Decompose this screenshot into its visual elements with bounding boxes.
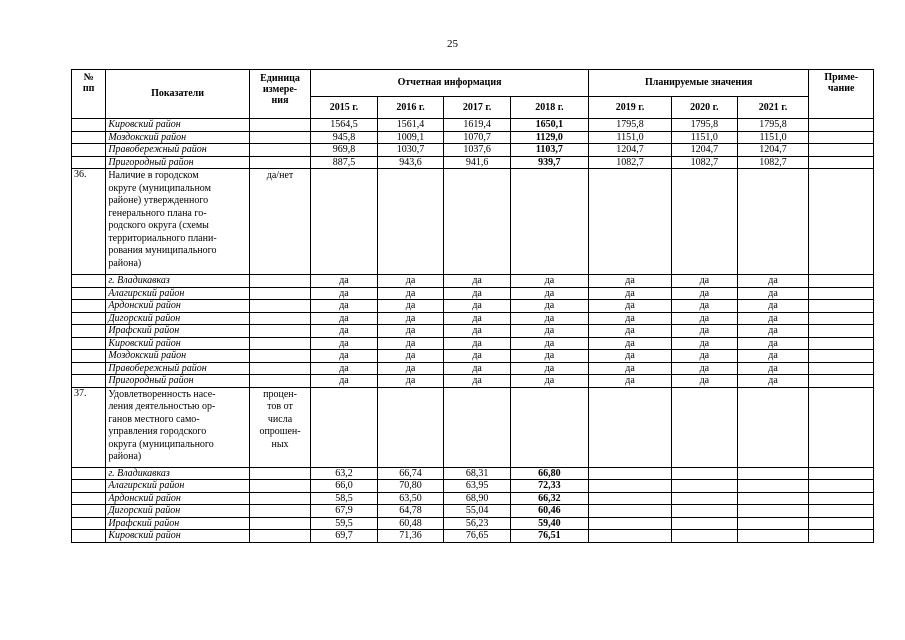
district-name: Правобережный район bbox=[106, 362, 250, 375]
value-cell: 72,33 bbox=[510, 480, 588, 493]
district-name: Моздокский район bbox=[106, 131, 250, 144]
value-cell bbox=[588, 505, 671, 518]
row-number-cell bbox=[72, 312, 106, 325]
note-cell bbox=[809, 325, 874, 338]
table-row bbox=[72, 362, 874, 375]
empty-cell bbox=[672, 387, 738, 467]
value-cell: 943,6 bbox=[377, 156, 444, 169]
table-row bbox=[72, 350, 874, 363]
table-row bbox=[72, 517, 874, 530]
value-cell: 56,23 bbox=[444, 517, 511, 530]
value-cell: 71,36 bbox=[377, 530, 444, 543]
value-cell: да bbox=[672, 312, 738, 325]
note-cell bbox=[809, 156, 874, 169]
note-cell bbox=[809, 530, 874, 543]
value-cell bbox=[737, 492, 809, 505]
value-cell: да bbox=[444, 325, 511, 338]
value-cell: да bbox=[311, 275, 378, 288]
value-cell: да bbox=[737, 375, 809, 388]
value-cell: 67,9 bbox=[311, 505, 378, 518]
district-name: Пригородный район bbox=[106, 375, 250, 388]
value-cell bbox=[588, 492, 671, 505]
value-cell: да bbox=[377, 325, 444, 338]
empty-cell bbox=[510, 169, 588, 275]
note-cell bbox=[809, 467, 874, 480]
value-cell: 941,6 bbox=[444, 156, 511, 169]
table-row bbox=[72, 337, 874, 350]
indicator-unit: да/нет bbox=[249, 169, 310, 275]
unit-cell bbox=[249, 144, 310, 157]
value-cell: 1151,0 bbox=[672, 131, 738, 144]
value-cell: да bbox=[311, 337, 378, 350]
value-cell: 1204,7 bbox=[737, 144, 809, 157]
row-number-cell bbox=[72, 287, 106, 300]
row-number-cell bbox=[72, 350, 106, 363]
value-cell: 76,51 bbox=[510, 530, 588, 543]
value-cell: 70,80 bbox=[377, 480, 444, 493]
value-cell: да bbox=[377, 375, 444, 388]
value-cell: 1030,7 bbox=[377, 144, 444, 157]
value-cell: да bbox=[672, 325, 738, 338]
value-cell: да bbox=[737, 300, 809, 313]
value-cell: да bbox=[672, 287, 738, 300]
unit-cell bbox=[249, 480, 310, 493]
value-cell: 59,40 bbox=[510, 517, 588, 530]
empty-cell bbox=[510, 387, 588, 467]
unit-cell bbox=[249, 350, 310, 363]
value-cell bbox=[672, 530, 738, 543]
indicator-row bbox=[72, 387, 874, 467]
table-row bbox=[72, 131, 874, 144]
value-cell: да bbox=[377, 287, 444, 300]
value-cell: 55,04 bbox=[444, 505, 511, 518]
row-number-cell bbox=[72, 505, 106, 518]
empty-cell bbox=[809, 387, 874, 467]
indicator-description: Удовлетворенность насе- ления деятельностью ор- ганов местного само- управления городского округа (муниципального района) bbox=[106, 387, 250, 467]
empty-cell bbox=[588, 169, 671, 275]
value-cell: 64,78 bbox=[377, 505, 444, 518]
row-number-cell bbox=[72, 131, 106, 144]
table-row bbox=[72, 144, 874, 157]
row-number-cell bbox=[72, 275, 106, 288]
value-cell: 1082,7 bbox=[737, 156, 809, 169]
empty-cell bbox=[737, 387, 809, 467]
note-cell bbox=[809, 375, 874, 388]
value-cell: да bbox=[311, 300, 378, 313]
note-cell bbox=[809, 337, 874, 350]
indicator-row bbox=[72, 169, 874, 275]
district-name: Алагирский район bbox=[106, 480, 250, 493]
value-cell: 63,2 bbox=[311, 467, 378, 480]
note-cell bbox=[809, 517, 874, 530]
district-name: Ардонский район bbox=[106, 300, 250, 313]
value-cell bbox=[737, 517, 809, 530]
value-cell: 1204,7 bbox=[588, 144, 671, 157]
value-cell: да bbox=[588, 300, 671, 313]
value-cell: да bbox=[311, 287, 378, 300]
unit-cell bbox=[249, 131, 310, 144]
value-cell: 1561,4 bbox=[377, 119, 444, 132]
value-cell bbox=[588, 517, 671, 530]
value-cell: да bbox=[444, 275, 511, 288]
unit-cell bbox=[249, 156, 310, 169]
value-cell: 1082,7 bbox=[672, 156, 738, 169]
value-cell: да bbox=[510, 300, 588, 313]
value-cell: 69,7 bbox=[311, 530, 378, 543]
district-name: Дигорский район bbox=[106, 505, 250, 518]
note-cell bbox=[809, 312, 874, 325]
unit-cell bbox=[249, 505, 310, 518]
row-number-cell bbox=[72, 300, 106, 313]
value-cell: 1650,1 bbox=[510, 119, 588, 132]
value-cell bbox=[672, 492, 738, 505]
value-cell: да bbox=[510, 312, 588, 325]
empty-cell bbox=[809, 169, 874, 275]
value-cell: да bbox=[311, 375, 378, 388]
empty-cell bbox=[588, 387, 671, 467]
value-cell: да bbox=[444, 312, 511, 325]
unit-cell bbox=[249, 119, 310, 132]
header-year: 2015 г. bbox=[311, 97, 378, 119]
value-cell: да bbox=[444, 375, 511, 388]
indicators-table bbox=[71, 69, 874, 543]
value-cell: да bbox=[311, 325, 378, 338]
value-cell: 68,90 bbox=[444, 492, 511, 505]
row-number-cell bbox=[72, 144, 106, 157]
value-cell bbox=[737, 530, 809, 543]
table-row bbox=[72, 275, 874, 288]
value-cell: 1564,5 bbox=[311, 119, 378, 132]
empty-cell bbox=[444, 169, 511, 275]
value-cell bbox=[588, 467, 671, 480]
value-cell: 1103,7 bbox=[510, 144, 588, 157]
value-cell: 76,65 bbox=[444, 530, 511, 543]
header-year: 2018 г. bbox=[510, 97, 588, 119]
district-name: Пригородный район bbox=[106, 156, 250, 169]
row-number-cell bbox=[72, 325, 106, 338]
header-reported: Отчетная информация bbox=[311, 70, 589, 97]
note-cell bbox=[809, 350, 874, 363]
value-cell: 1151,0 bbox=[737, 131, 809, 144]
district-name: Кировский район bbox=[106, 337, 250, 350]
value-cell: 60,48 bbox=[377, 517, 444, 530]
row-number-cell bbox=[72, 492, 106, 505]
row-number-cell bbox=[72, 337, 106, 350]
row-number-cell bbox=[72, 362, 106, 375]
table-row bbox=[72, 492, 874, 505]
value-cell: да bbox=[444, 300, 511, 313]
value-cell: да bbox=[510, 375, 588, 388]
value-cell: 945,8 bbox=[311, 131, 378, 144]
row-number-cell bbox=[72, 375, 106, 388]
header-no: № пп bbox=[72, 70, 106, 119]
unit-cell bbox=[249, 312, 310, 325]
note-cell bbox=[809, 362, 874, 375]
unit-cell bbox=[249, 287, 310, 300]
value-cell: да bbox=[588, 312, 671, 325]
unit-cell bbox=[249, 325, 310, 338]
district-name: Кировский район bbox=[106, 530, 250, 543]
row-number-cell bbox=[72, 517, 106, 530]
value-cell: 969,8 bbox=[311, 144, 378, 157]
unit-cell bbox=[249, 467, 310, 480]
unit-cell bbox=[249, 530, 310, 543]
indicator-number: 37. bbox=[72, 387, 106, 467]
note-cell bbox=[809, 275, 874, 288]
value-cell bbox=[672, 517, 738, 530]
value-cell: 63,50 bbox=[377, 492, 444, 505]
empty-cell bbox=[737, 169, 809, 275]
value-cell: 939,7 bbox=[510, 156, 588, 169]
value-cell: да bbox=[377, 275, 444, 288]
district-name: Алагирский район bbox=[106, 287, 250, 300]
value-cell: да bbox=[737, 325, 809, 338]
header-year: 2020 г. bbox=[672, 97, 738, 119]
value-cell: 1619,4 bbox=[444, 119, 511, 132]
district-name: г. Владикавказ bbox=[106, 467, 250, 480]
value-cell: да bbox=[377, 362, 444, 375]
value-cell: 63,95 bbox=[444, 480, 511, 493]
value-cell: 887,5 bbox=[311, 156, 378, 169]
table-row bbox=[72, 467, 874, 480]
value-cell: да bbox=[737, 275, 809, 288]
page-number: 25 bbox=[447, 38, 458, 50]
district-name: Дигорский район bbox=[106, 312, 250, 325]
district-name: Ирафский район bbox=[106, 325, 250, 338]
value-cell: да bbox=[510, 337, 588, 350]
unit-cell bbox=[249, 362, 310, 375]
value-cell: 1795,8 bbox=[737, 119, 809, 132]
empty-cell bbox=[377, 387, 444, 467]
value-cell bbox=[672, 480, 738, 493]
value-cell: 66,74 bbox=[377, 467, 444, 480]
value-cell: да bbox=[672, 375, 738, 388]
indicator-description: Наличие в городском округе (муниципальном районе) утвержденного генерального плана го- родского округа (схемы территориального плани- рования муниципального района) bbox=[106, 169, 250, 275]
value-cell: да bbox=[672, 337, 738, 350]
value-cell: да bbox=[311, 362, 378, 375]
table-row bbox=[72, 325, 874, 338]
table-row bbox=[72, 287, 874, 300]
value-cell: 1037,6 bbox=[444, 144, 511, 157]
value-cell: да bbox=[588, 275, 671, 288]
note-cell bbox=[809, 287, 874, 300]
district-name: Кировский район bbox=[106, 119, 250, 132]
value-cell: 1129,0 bbox=[510, 131, 588, 144]
note-cell bbox=[809, 131, 874, 144]
district-name: Ардонский район bbox=[106, 492, 250, 505]
value-cell: 66,80 bbox=[510, 467, 588, 480]
header-unit: Единица измере- ния bbox=[249, 70, 310, 119]
table-row bbox=[72, 530, 874, 543]
value-cell: да bbox=[444, 287, 511, 300]
value-cell: да bbox=[510, 362, 588, 375]
row-number-cell bbox=[72, 530, 106, 543]
table-row bbox=[72, 375, 874, 388]
value-cell: да bbox=[737, 312, 809, 325]
unit-cell bbox=[249, 492, 310, 505]
value-cell: да bbox=[672, 275, 738, 288]
header-year: 2019 г. bbox=[588, 97, 671, 119]
value-cell: да bbox=[672, 350, 738, 363]
value-cell: 58,5 bbox=[311, 492, 378, 505]
row-number-cell bbox=[72, 156, 106, 169]
table-row bbox=[72, 156, 874, 169]
value-cell bbox=[737, 505, 809, 518]
empty-cell bbox=[672, 169, 738, 275]
value-cell: да bbox=[377, 300, 444, 313]
value-cell: да bbox=[444, 337, 511, 350]
value-cell: 68,31 bbox=[444, 467, 511, 480]
indicator-number: 36. bbox=[72, 169, 106, 275]
row-number-cell bbox=[72, 467, 106, 480]
value-cell: да bbox=[588, 287, 671, 300]
note-cell bbox=[809, 144, 874, 157]
table-row bbox=[72, 312, 874, 325]
value-cell: да bbox=[377, 337, 444, 350]
value-cell: да bbox=[737, 362, 809, 375]
value-cell: да bbox=[737, 350, 809, 363]
header-year: 2016 г. bbox=[377, 97, 444, 119]
value-cell: да bbox=[588, 350, 671, 363]
value-cell: 1151,0 bbox=[588, 131, 671, 144]
district-name: Правобережный район bbox=[106, 144, 250, 157]
value-cell: да bbox=[510, 275, 588, 288]
header-indicators: Показатели bbox=[106, 70, 250, 119]
table-row bbox=[72, 300, 874, 313]
value-cell: да bbox=[311, 350, 378, 363]
value-cell: 1009,1 bbox=[377, 131, 444, 144]
value-cell: да bbox=[311, 312, 378, 325]
value-cell bbox=[672, 505, 738, 518]
value-cell: 60,46 bbox=[510, 505, 588, 518]
value-cell bbox=[588, 480, 671, 493]
value-cell: да bbox=[588, 362, 671, 375]
note-cell bbox=[809, 300, 874, 313]
value-cell: да bbox=[737, 337, 809, 350]
value-cell: да bbox=[444, 362, 511, 375]
value-cell: 59,5 bbox=[311, 517, 378, 530]
unit-cell bbox=[249, 375, 310, 388]
empty-cell bbox=[311, 387, 378, 467]
table-row bbox=[72, 505, 874, 518]
value-cell: да bbox=[588, 325, 671, 338]
value-cell: да bbox=[510, 287, 588, 300]
note-cell bbox=[809, 480, 874, 493]
header-year: 2017 г. bbox=[444, 97, 511, 119]
value-cell bbox=[737, 480, 809, 493]
table-row bbox=[72, 480, 874, 493]
value-cell: 1204,7 bbox=[672, 144, 738, 157]
district-name: г. Владикавказ bbox=[106, 275, 250, 288]
value-cell: да bbox=[588, 375, 671, 388]
value-cell: да bbox=[588, 337, 671, 350]
unit-cell bbox=[249, 517, 310, 530]
header-planned: Планируемые значения bbox=[588, 70, 809, 97]
row-number-cell bbox=[72, 480, 106, 493]
table-row bbox=[72, 119, 874, 132]
value-cell: да bbox=[444, 350, 511, 363]
note-cell bbox=[809, 505, 874, 518]
value-cell: 1070,7 bbox=[444, 131, 511, 144]
unit-cell bbox=[249, 337, 310, 350]
value-cell bbox=[672, 467, 738, 480]
value-cell: 1795,8 bbox=[588, 119, 671, 132]
value-cell: 1795,8 bbox=[672, 119, 738, 132]
value-cell: 66,0 bbox=[311, 480, 378, 493]
value-cell: 66,32 bbox=[510, 492, 588, 505]
value-cell: да bbox=[377, 312, 444, 325]
empty-cell bbox=[311, 169, 378, 275]
value-cell: 1082,7 bbox=[588, 156, 671, 169]
indicator-unit: процен- тов от числа опрошен- ных bbox=[249, 387, 310, 467]
value-cell bbox=[737, 467, 809, 480]
value-cell: да bbox=[510, 350, 588, 363]
district-name: Моздокский район bbox=[106, 350, 250, 363]
value-cell: да bbox=[737, 287, 809, 300]
value-cell: да bbox=[377, 350, 444, 363]
note-cell bbox=[809, 119, 874, 132]
unit-cell bbox=[249, 300, 310, 313]
unit-cell bbox=[249, 275, 310, 288]
empty-cell bbox=[444, 387, 511, 467]
value-cell: да bbox=[510, 325, 588, 338]
note-cell bbox=[809, 492, 874, 505]
empty-cell bbox=[377, 169, 444, 275]
value-cell: да bbox=[672, 362, 738, 375]
value-cell bbox=[588, 530, 671, 543]
value-cell: да bbox=[672, 300, 738, 313]
header-note: Приме- чание bbox=[809, 70, 874, 119]
row-number-cell bbox=[72, 119, 106, 132]
district-name: Ирафский район bbox=[106, 517, 250, 530]
header-year: 2021 г. bbox=[737, 97, 809, 119]
